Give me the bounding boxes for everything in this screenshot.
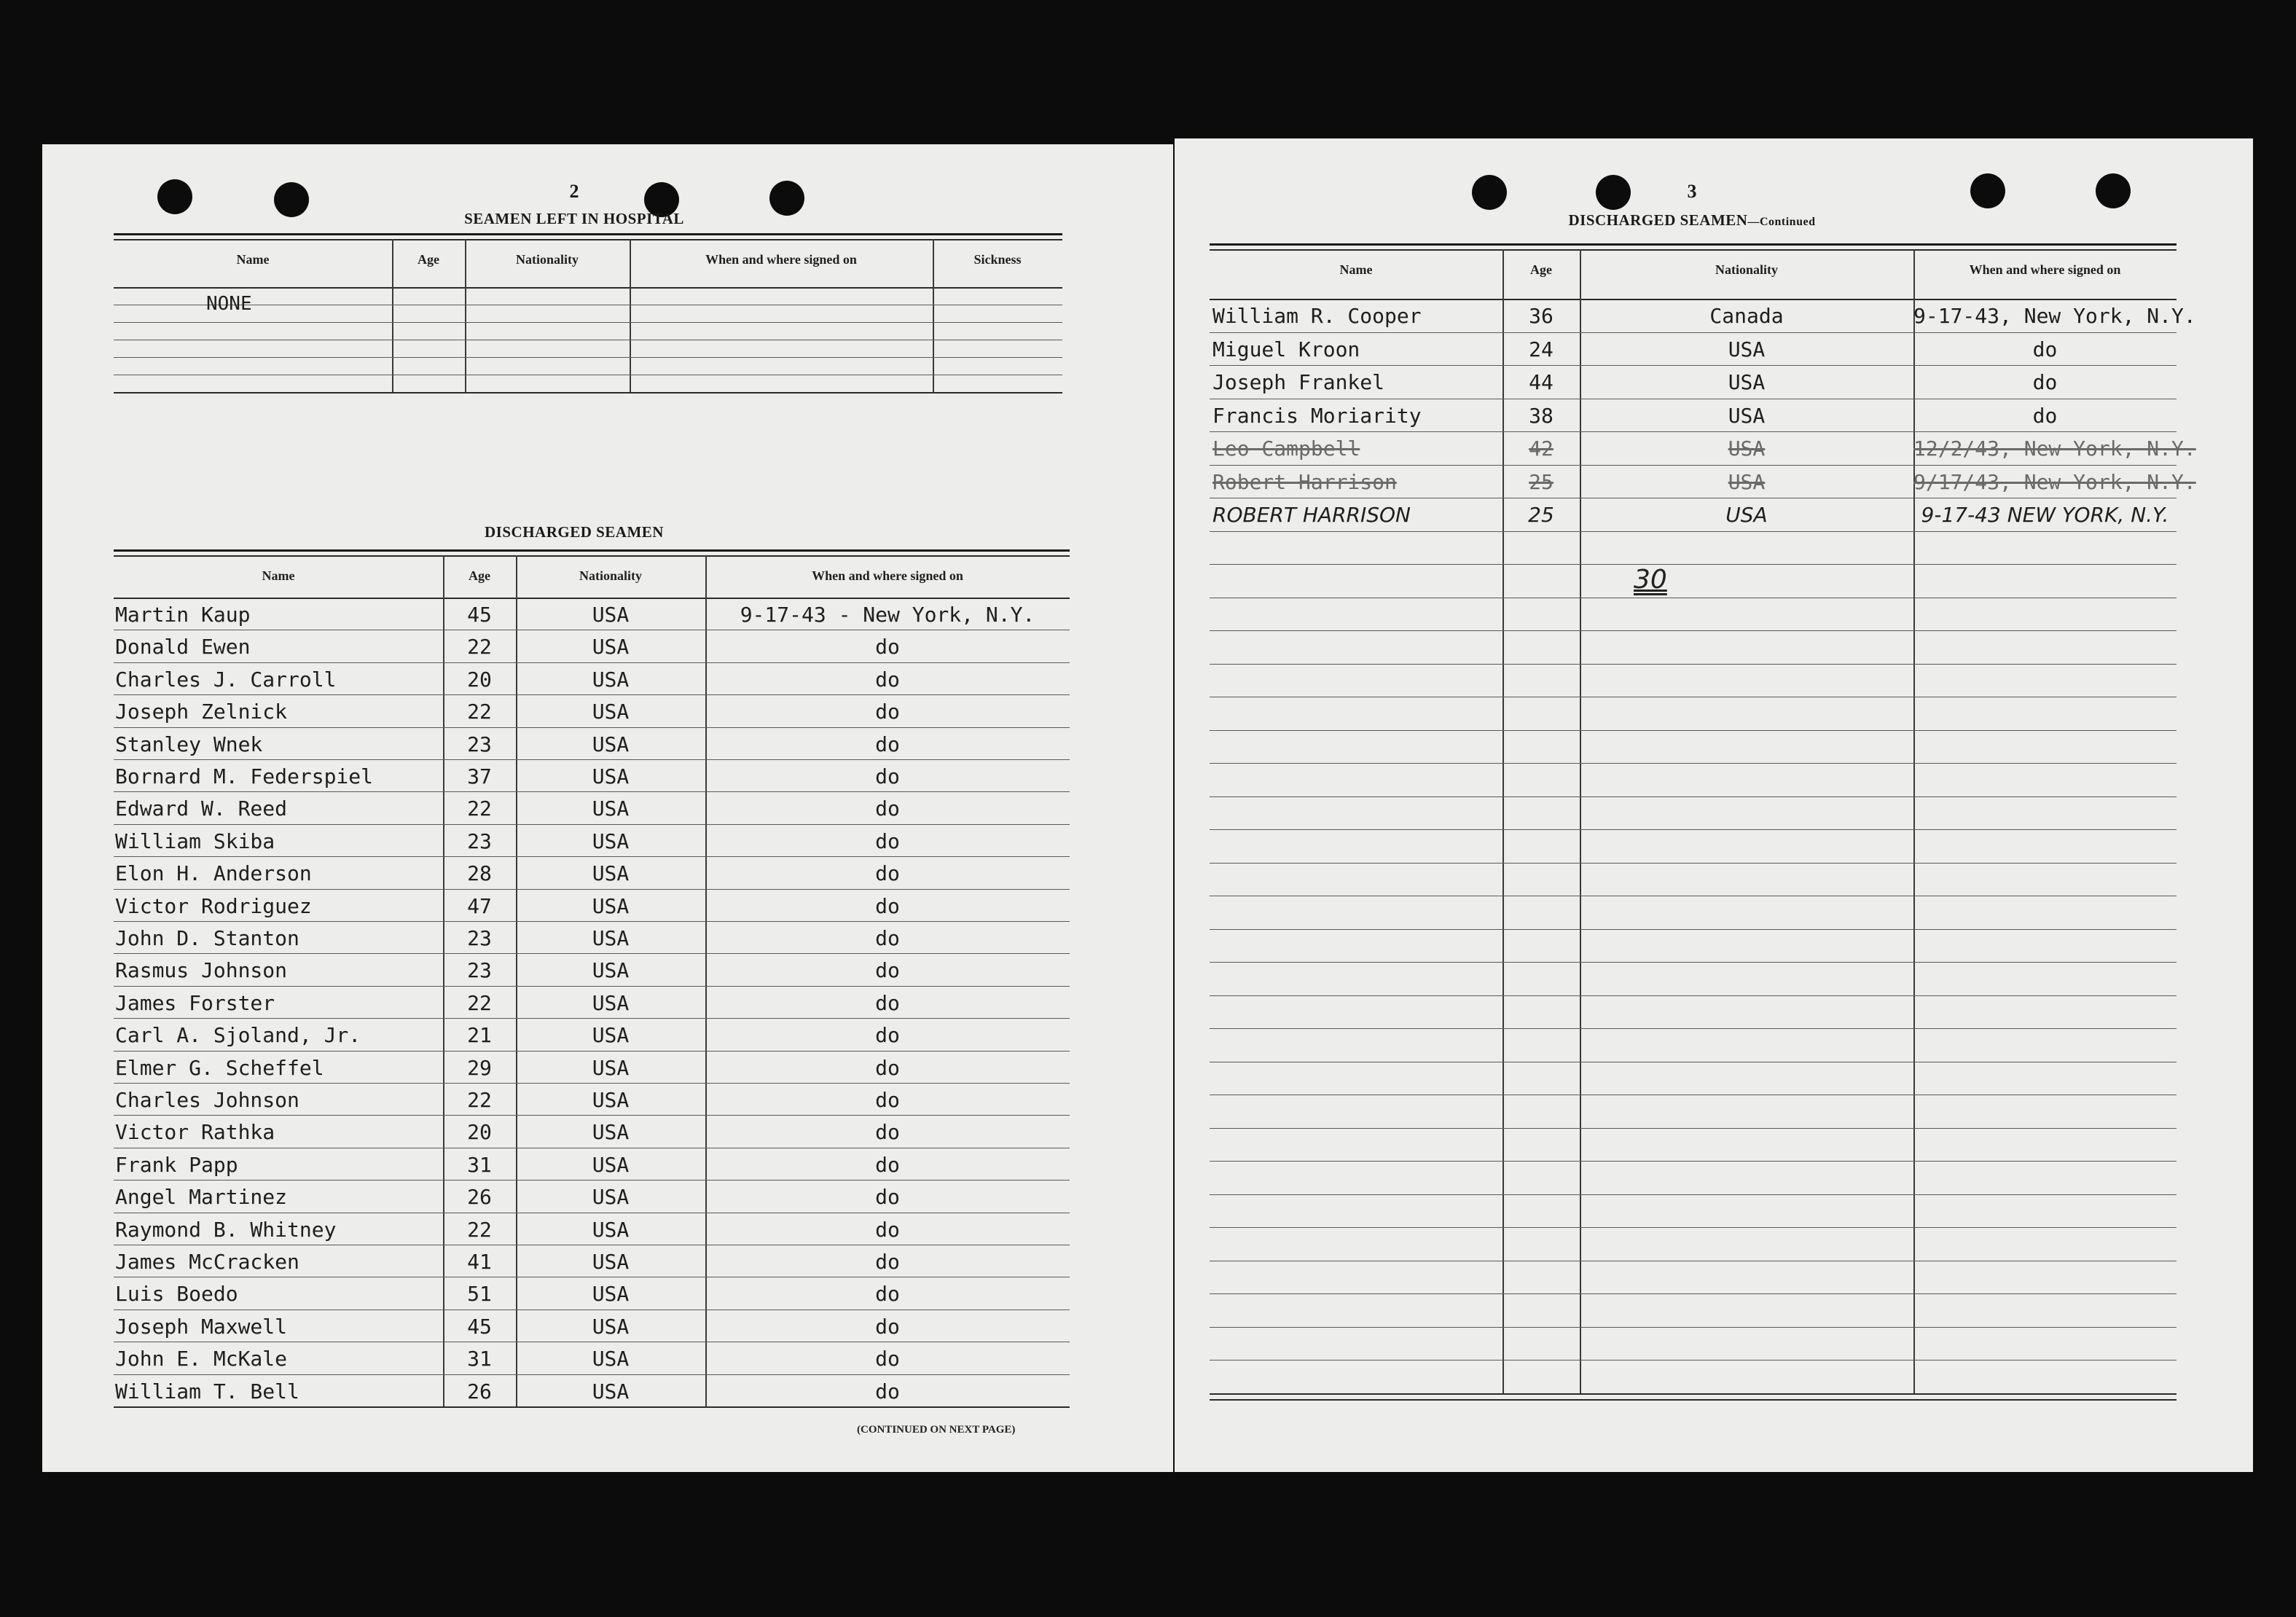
signed-on: do bbox=[2032, 403, 2058, 428]
hospital-section-title: SEAMEN LEFT IN HOSPITAL bbox=[464, 210, 684, 227]
signed-on: do bbox=[875, 764, 900, 788]
row-line bbox=[114, 322, 1062, 323]
row-line bbox=[1210, 531, 2177, 532]
seaman-nationality: USA bbox=[1728, 469, 1766, 494]
row-line bbox=[114, 1083, 1070, 1084]
row-line bbox=[1210, 664, 2177, 665]
signed-on: do bbox=[875, 1217, 900, 1242]
seaman-name: Luis Boedo bbox=[115, 1282, 238, 1307]
seaman-name: John E. McKale bbox=[115, 1347, 288, 1371]
discharged-section-title: DISCHARGED SEAMEN bbox=[485, 523, 664, 541]
seaman-nationality: USA bbox=[592, 732, 630, 756]
seaman-age: 31 bbox=[467, 1347, 492, 1371]
seaman-nationality: USA bbox=[592, 667, 630, 692]
seaman-name: Carl A. Sjoland, Jr. bbox=[115, 1023, 361, 1048]
signed-on: do bbox=[875, 990, 900, 1015]
seaman-name: Leo Campbell bbox=[1212, 436, 1360, 461]
seaman-nationality: USA bbox=[592, 1120, 630, 1145]
seaman-age: 21 bbox=[467, 1023, 492, 1048]
seaman-age: 22 bbox=[467, 1088, 492, 1112]
row-line bbox=[1210, 1194, 2177, 1195]
seaman-nationality: USA bbox=[592, 1055, 630, 1080]
signed-on: do bbox=[875, 1120, 900, 1145]
column-header: Sickness bbox=[973, 252, 1022, 267]
row-line bbox=[1210, 630, 2177, 631]
seaman-age: 23 bbox=[467, 958, 492, 983]
seaman-name: Rasmus Johnson bbox=[115, 958, 288, 983]
seaman-name: Bornard M. Federspiel bbox=[115, 764, 374, 788]
column-header: Name bbox=[262, 568, 295, 583]
punch-hole bbox=[1970, 173, 2005, 208]
seaman-name: Donald Ewen bbox=[115, 635, 251, 659]
seaman-name: Elon H. Anderson bbox=[115, 861, 312, 886]
table-top-rule bbox=[114, 239, 1062, 240]
seaman-age: 31 bbox=[467, 1152, 492, 1177]
left-page bbox=[42, 144, 1173, 1472]
signed-on: do bbox=[875, 1282, 900, 1307]
seaman-nationality: USA bbox=[592, 958, 630, 983]
signed-on: do bbox=[875, 1379, 900, 1403]
punch-hole bbox=[1596, 175, 1631, 210]
seaman-name: Joseph Zelnick bbox=[115, 700, 288, 724]
punch-hole bbox=[157, 179, 192, 214]
row-line bbox=[1210, 1028, 2177, 1029]
seaman-nationality: USA bbox=[592, 1250, 630, 1274]
signed-on: do bbox=[875, 1055, 900, 1080]
column-header: Nationality bbox=[579, 568, 642, 583]
seaman-name: Victor Rathka bbox=[115, 1120, 275, 1145]
seaman-name: Frank Papp bbox=[115, 1152, 238, 1177]
seaman-nationality: USA bbox=[1728, 370, 1766, 394]
table-top-rule bbox=[114, 233, 1062, 235]
signed-on: do bbox=[875, 796, 900, 821]
seaman-age: 26 bbox=[467, 1379, 492, 1403]
row-line bbox=[114, 1051, 1070, 1052]
row-line bbox=[1210, 730, 2177, 731]
signed-on: do bbox=[875, 829, 900, 853]
table-top-rule bbox=[1210, 249, 2177, 251]
signed-on: do bbox=[875, 893, 900, 918]
seaman-age: 23 bbox=[467, 926, 492, 950]
discharged-continued-title bbox=[1437, 211, 1947, 230]
signed-on: do bbox=[875, 1347, 900, 1371]
seaman-age: 47 bbox=[467, 893, 492, 918]
seaman-age: 44 bbox=[1529, 370, 1553, 394]
row-line bbox=[1210, 431, 2177, 432]
table-bottom-rule bbox=[114, 392, 1062, 394]
seaman-nationality: USA bbox=[592, 1282, 630, 1307]
seaman-name: Angel Martinez bbox=[115, 1185, 288, 1210]
signed-on: do bbox=[875, 1314, 900, 1339]
signed-on: 9/17/43, New York, N.Y. bbox=[1913, 469, 2196, 494]
header-rule bbox=[114, 287, 1062, 289]
seaman-name: Martin Kaup bbox=[115, 603, 251, 627]
seaman-nationality: USA bbox=[592, 700, 630, 724]
seaman-name: Victor Rodriguez bbox=[115, 893, 312, 918]
row-line bbox=[114, 357, 1062, 358]
punch-hole bbox=[274, 182, 309, 217]
seaman-age: 22 bbox=[467, 700, 492, 724]
seaman-name: Stanley Wnek bbox=[115, 732, 263, 756]
seaman-age: 41 bbox=[467, 1250, 492, 1274]
row-line bbox=[114, 1115, 1070, 1116]
seaman-age: 22 bbox=[467, 635, 492, 659]
row-line bbox=[1210, 564, 2177, 565]
row-line bbox=[114, 1180, 1070, 1181]
seaman-nationality: USA bbox=[1725, 503, 1768, 527]
row-line bbox=[1210, 796, 2177, 797]
column-header: Age bbox=[1530, 262, 1552, 277]
row-line bbox=[114, 1018, 1070, 1019]
signed-on: do bbox=[875, 635, 900, 659]
column-header: When and where signed on bbox=[705, 252, 857, 267]
seaman-nationality: USA bbox=[592, 893, 630, 918]
seaman-age: 22 bbox=[467, 990, 492, 1015]
row-line bbox=[114, 759, 1070, 760]
none-entry: NONE bbox=[206, 293, 252, 315]
seaman-nationality: USA bbox=[592, 861, 630, 886]
seaman-nationality: USA bbox=[1728, 436, 1766, 461]
row-line bbox=[114, 889, 1070, 890]
seaman-age: 20 bbox=[467, 667, 492, 692]
seaman-name: Raymond B. Whitney bbox=[115, 1217, 337, 1242]
seaman-name: Robert Harrison bbox=[1212, 469, 1397, 494]
row-line bbox=[1210, 365, 2177, 366]
seaman-age: 24 bbox=[1529, 337, 1553, 361]
seaman-nationality: USA bbox=[592, 603, 630, 627]
seaman-name: Elmer G. Scheffel bbox=[115, 1055, 324, 1080]
row-line bbox=[114, 953, 1070, 954]
punch-hole bbox=[2096, 173, 2131, 208]
seaman-name: James Forster bbox=[115, 990, 275, 1015]
seaman-name: Francis Moriarity bbox=[1212, 403, 1422, 428]
row-line bbox=[114, 1309, 1070, 1310]
seaman-age: 37 bbox=[467, 764, 492, 788]
seaman-age: 51 bbox=[467, 1282, 492, 1307]
seaman-age: 23 bbox=[467, 829, 492, 853]
signed-on: do bbox=[875, 1023, 900, 1048]
table-top-rule bbox=[114, 549, 1070, 552]
table-top-rule bbox=[1210, 243, 2177, 246]
page-number: 2 bbox=[569, 181, 579, 202]
row-line bbox=[1210, 929, 2177, 930]
seaman-nationality: USA bbox=[592, 635, 630, 659]
signed-on: do bbox=[2032, 370, 2058, 394]
seaman-nationality: USA bbox=[592, 829, 630, 853]
row-line bbox=[1210, 1161, 2177, 1162]
signed-on: 9-17-43, New York, N.Y. bbox=[1913, 304, 2196, 328]
row-line bbox=[114, 662, 1070, 663]
column-header: When and where signed on bbox=[812, 568, 963, 583]
seaman-age: 26 bbox=[467, 1185, 492, 1210]
title-suffix: —Continued bbox=[1747, 216, 1816, 228]
seaman-age: 28 bbox=[467, 861, 492, 886]
seaman-nationality: USA bbox=[592, 1023, 630, 1048]
seaman-nationality: USA bbox=[592, 1185, 630, 1210]
row-line bbox=[114, 856, 1070, 857]
signed-on: do bbox=[875, 732, 900, 756]
header-rule bbox=[1210, 299, 2177, 300]
seaman-age: 22 bbox=[467, 1217, 492, 1242]
seaman-age: 23 bbox=[467, 732, 492, 756]
signed-on: 12/2/43, New York, N.Y. bbox=[1913, 436, 2196, 461]
continued-note: (CONTINUED ON NEXT PAGE) bbox=[857, 1424, 1016, 1436]
seaman-age: 42 bbox=[1529, 436, 1553, 461]
signed-on: do bbox=[875, 861, 900, 886]
seaman-name: Joseph Maxwell bbox=[115, 1314, 288, 1339]
row-line bbox=[114, 727, 1070, 728]
row-line bbox=[1210, 995, 2177, 996]
signed-on: do bbox=[875, 1088, 900, 1112]
column-header: Name bbox=[236, 252, 270, 267]
seaman-nationality: USA bbox=[592, 1314, 630, 1339]
column-header: Name bbox=[1339, 262, 1373, 277]
punch-hole bbox=[1472, 175, 1507, 210]
row-line bbox=[1210, 1327, 2177, 1328]
signed-on: do bbox=[875, 926, 900, 950]
seaman-age: 22 bbox=[467, 796, 492, 821]
column-header: Age bbox=[469, 568, 490, 583]
signed-on: do bbox=[875, 700, 900, 724]
signed-on: do bbox=[875, 1152, 900, 1177]
seaman-age: 38 bbox=[1529, 403, 1553, 428]
signed-on: 9-17-43 NEW YORK, N.Y. bbox=[1921, 503, 2169, 527]
table-top-rule bbox=[114, 555, 1070, 557]
column-header: Age bbox=[418, 252, 439, 267]
row-line bbox=[1210, 829, 2177, 830]
seaman-nationality: USA bbox=[592, 1347, 630, 1371]
seaman-nationality: USA bbox=[592, 1088, 630, 1112]
seaman-name: Joseph Frankel bbox=[1212, 370, 1385, 394]
signed-on: do bbox=[875, 1185, 900, 1210]
signed-on: do bbox=[875, 958, 900, 983]
seaman-nationality: USA bbox=[592, 926, 630, 950]
column-header: Nationality bbox=[515, 252, 579, 267]
seaman-age: 36 bbox=[1529, 304, 1553, 328]
seaman-nationality: USA bbox=[592, 796, 630, 821]
row-line bbox=[1210, 1227, 2177, 1228]
table-bottom-rule bbox=[114, 1406, 1070, 1408]
seaman-name: John D. Stanton bbox=[115, 926, 299, 950]
right-page bbox=[1175, 138, 2253, 1472]
seaman-age: 45 bbox=[467, 603, 492, 627]
row-line bbox=[114, 986, 1070, 987]
seaman-name: James McCracken bbox=[115, 1250, 299, 1274]
row-line bbox=[114, 921, 1070, 922]
seaman-age: 25 bbox=[1528, 503, 1554, 527]
title-main: DISCHARGED SEAMEN bbox=[1568, 211, 1748, 229]
signed-on: do bbox=[875, 1250, 900, 1274]
seaman-age: 29 bbox=[467, 1055, 492, 1080]
column-header: Nationality bbox=[1715, 262, 1778, 277]
seaman-name: William T. Bell bbox=[115, 1379, 299, 1403]
seaman-name: ROBERT HARRISON bbox=[1212, 503, 1411, 527]
seaman-name: Charles J. Carroll bbox=[115, 667, 337, 692]
signed-on: 9-17-43 - New York, N.Y. bbox=[740, 603, 1035, 627]
seaman-nationality: USA bbox=[592, 1217, 630, 1242]
row-line bbox=[1210, 863, 2177, 864]
handwritten-tally: 30 bbox=[1634, 565, 1667, 595]
seaman-name: William R. Cooper bbox=[1212, 304, 1422, 328]
row-line bbox=[1210, 763, 2177, 764]
row-line bbox=[114, 824, 1070, 825]
row-line bbox=[1210, 1293, 2177, 1294]
row-line bbox=[1210, 332, 2177, 333]
row-line bbox=[114, 694, 1070, 695]
row-line bbox=[1210, 1128, 2177, 1129]
table-bottom-rule bbox=[1210, 1393, 2177, 1395]
seaman-nationality: USA bbox=[592, 1379, 630, 1403]
signed-on: do bbox=[875, 667, 900, 692]
page-number: 3 bbox=[1687, 181, 1697, 202]
row-line bbox=[114, 791, 1070, 792]
seaman-nationality: USA bbox=[1728, 337, 1766, 361]
seaman-nationality: USA bbox=[592, 990, 630, 1015]
seaman-name: Miguel Kroon bbox=[1212, 337, 1360, 361]
seaman-nationality: USA bbox=[592, 764, 630, 788]
seaman-name: Charles Johnson bbox=[115, 1088, 299, 1112]
seaman-nationality: USA bbox=[592, 1152, 630, 1177]
seaman-age: 45 bbox=[467, 1314, 492, 1339]
seaman-nationality: Canada bbox=[1709, 304, 1784, 328]
row-line bbox=[1210, 465, 2177, 466]
table-bottom-rule bbox=[1210, 1399, 2177, 1401]
seaman-nationality: USA bbox=[1728, 403, 1766, 428]
signed-on: do bbox=[2032, 337, 2058, 361]
seaman-name: Edward W. Reed bbox=[115, 796, 288, 821]
column-header: When and where signed on bbox=[1969, 262, 2121, 277]
seaman-age: 25 bbox=[1529, 469, 1553, 494]
header-rule bbox=[114, 598, 1070, 599]
seaman-age: 20 bbox=[467, 1120, 492, 1145]
seaman-name: William Skiba bbox=[115, 829, 275, 853]
row-line bbox=[1210, 962, 2177, 963]
row-line bbox=[114, 1374, 1070, 1375]
